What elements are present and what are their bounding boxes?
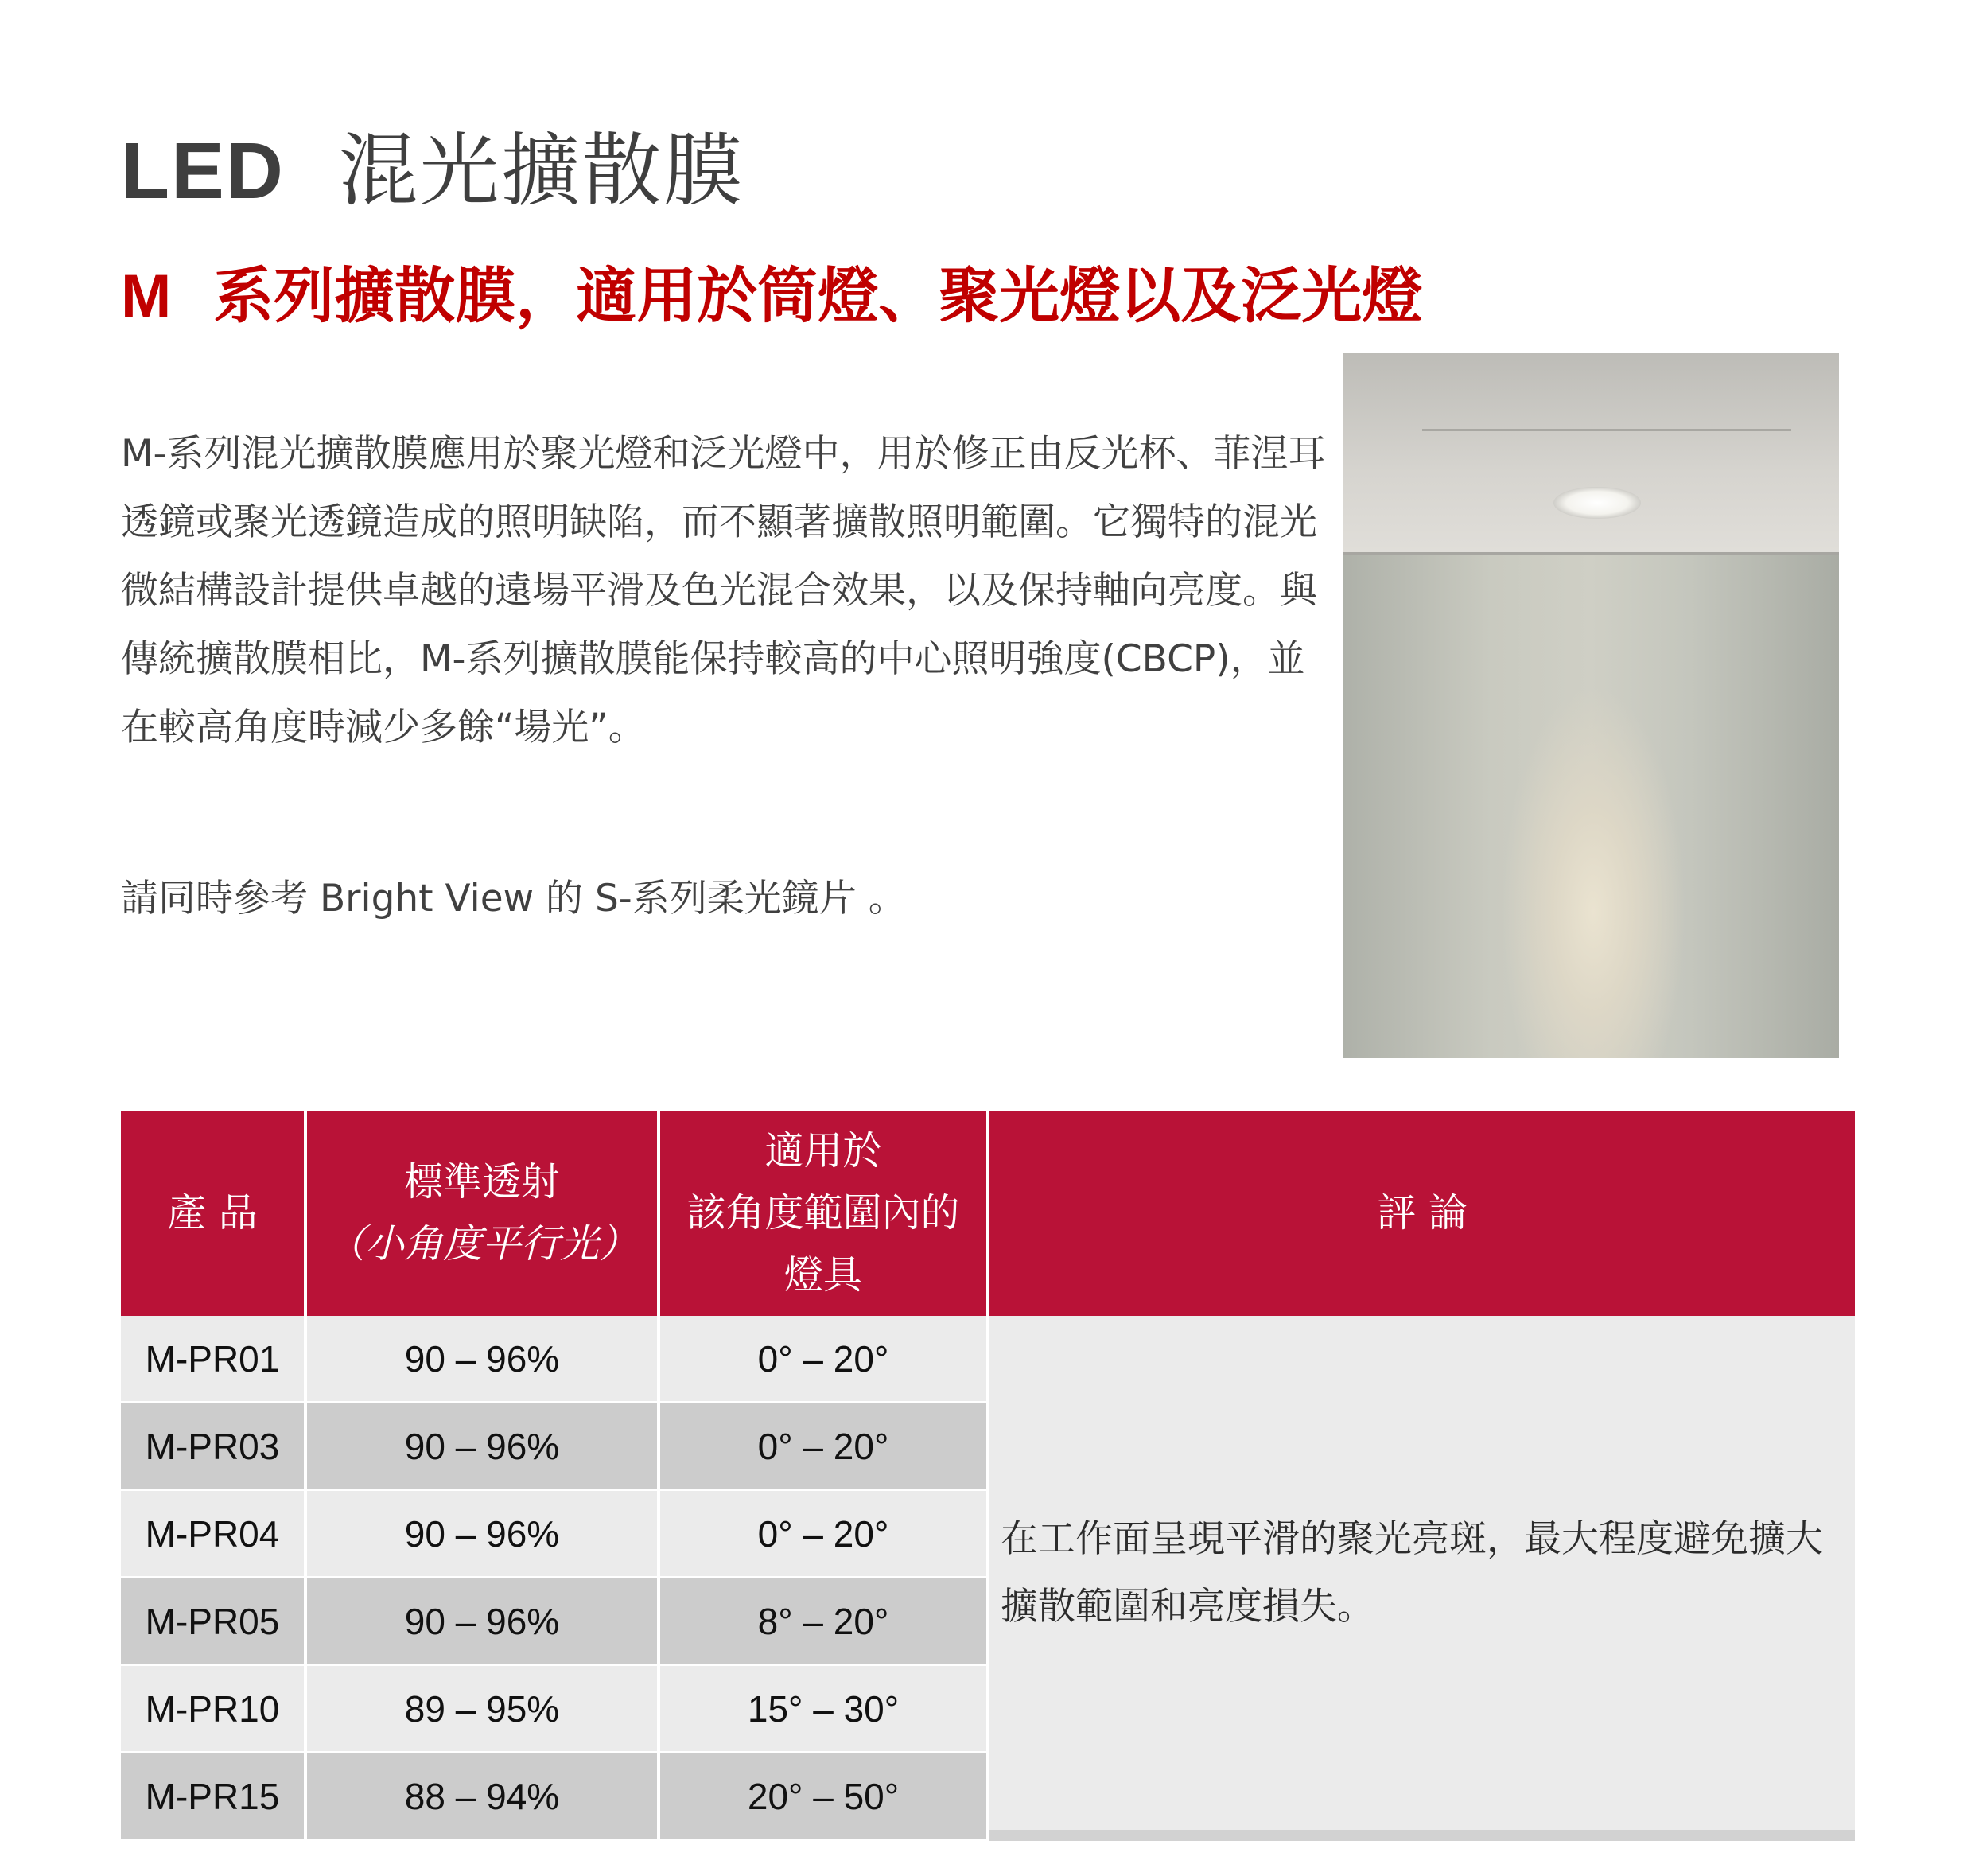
cell-product: M-PR04: [121, 1491, 307, 1578]
cell-transmission: 90 – 96%: [307, 1578, 660, 1666]
cell-angle: 8° – 20°: [660, 1578, 989, 1666]
ceiling: [1343, 353, 1839, 555]
header-transmission: [307, 1111, 660, 1316]
cell-angle: 20° – 50°: [660, 1753, 989, 1841]
description-paragraph: M-系列混光擴散膜應用於聚光燈和泛光燈中，用於修正由反光杯、菲涅耳透鏡或聚光透鏡造成的照明缺陷，而不顯著擴散照明範圍。它獨特的混光微結構設計提供卓越的遠場平滑及色光混合效果，以及保持軸向亮度。與傳統擴散膜相比，M-系列擴散膜能保持較高的中心照明強度(CBCP)，並在較高角度時減少多餘“場光”。: [121, 432, 1326, 749]
cell-product: M-PR15: [121, 1753, 307, 1841]
cell-transmission: 90 – 96%: [307, 1403, 660, 1491]
description: [121, 420, 1330, 762]
subtitle-m: M: [121, 263, 172, 330]
subtitle-zh: 系列擴散膜，適用於筒燈、聚光燈以及泛光燈: [213, 260, 1423, 331]
header-applicable-line3: 燈具: [783, 1252, 862, 1298]
header-applicable: [660, 1111, 989, 1316]
cell-product: M-PR05: [121, 1578, 307, 1666]
cell-transmission: 88 – 94%: [307, 1753, 660, 1841]
cell-product: M-PR01: [121, 1316, 307, 1403]
table-header-row: [121, 1111, 1855, 1316]
page-subtitle: [121, 260, 1423, 331]
light-beam: [1502, 687, 1685, 1058]
page-title: [121, 124, 744, 217]
cell-product: M-PR10: [121, 1666, 307, 1753]
downlight-photo: [1343, 353, 1839, 1058]
cell-angle: 15° – 30°: [660, 1666, 989, 1753]
header-transmission-line2: （小角度平行光）: [325, 1221, 638, 1267]
header-product: 產 品: [121, 1111, 307, 1316]
reference-note: 請同時參考 Bright View 的 S-系列柔光鏡片 。: [121, 877, 906, 920]
ceiling-seam: [1422, 429, 1791, 431]
cell-comment: 在工作面呈現平滑的聚光亮斑，最大程度避免擴大擴散範圍和亮度損失。: [989, 1316, 1855, 1841]
table-row: [121, 1316, 1855, 1403]
cell-angle: 0° – 20°: [660, 1316, 989, 1403]
title-led: LED: [121, 126, 285, 216]
header-transmission-line1: 標準透射: [403, 1159, 560, 1205]
cell-transmission: 90 – 96%: [307, 1491, 660, 1578]
header-applicable-line1: 適用於: [764, 1128, 882, 1173]
cell-angle: 0° – 20°: [660, 1491, 989, 1578]
downlight-fixture: [1553, 487, 1641, 519]
spec-table: [121, 1111, 1855, 1841]
header-comment: 評 論: [989, 1111, 1855, 1316]
cell-angle: 0° – 20°: [660, 1403, 989, 1491]
cell-transmission: 89 – 95%: [307, 1666, 660, 1753]
header-applicable-line2: 該角度範圍內的: [686, 1190, 960, 1236]
title-zh: 混光擴散膜: [338, 124, 744, 217]
cell-product: M-PR03: [121, 1403, 307, 1491]
cell-transmission: 90 – 96%: [307, 1316, 660, 1403]
